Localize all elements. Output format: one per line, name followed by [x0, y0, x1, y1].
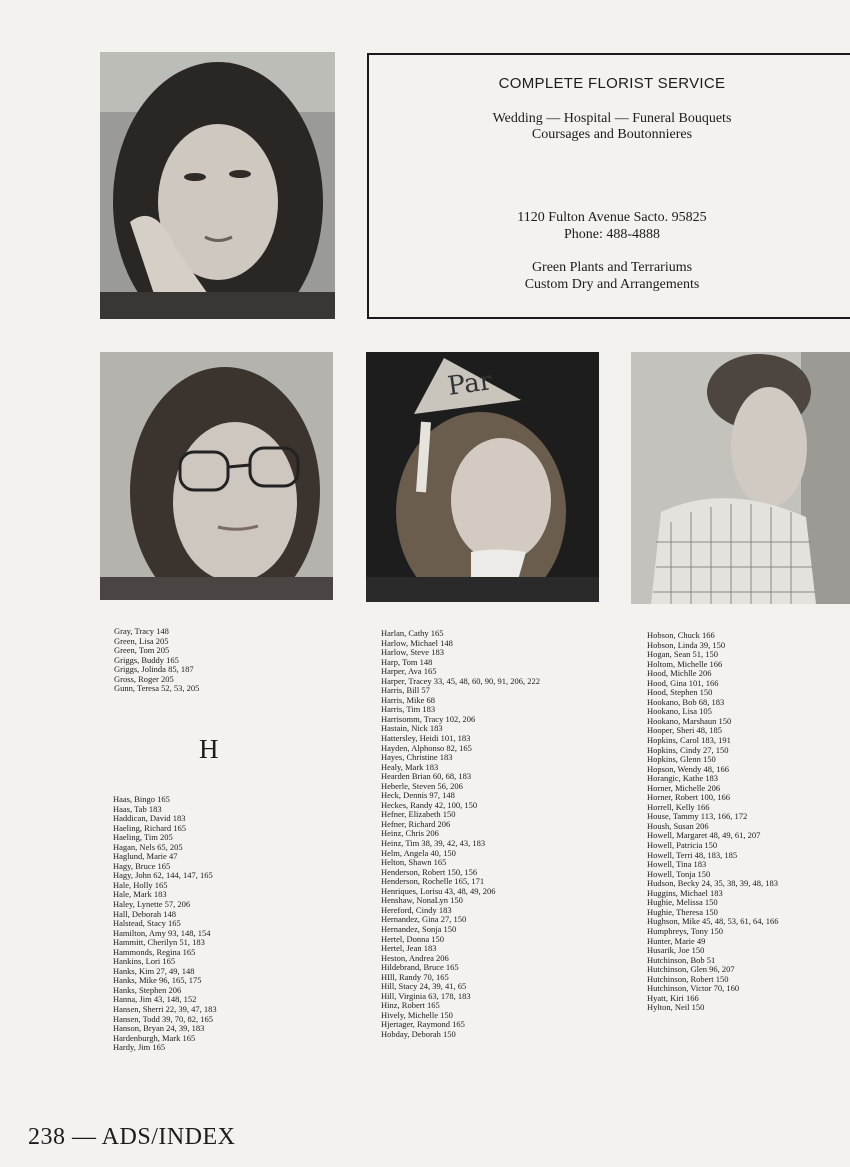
index-entry: Hall, Deborah 148	[113, 908, 177, 919]
index-entry: Hood, Gina 101, 166	[647, 677, 719, 688]
index-column-3	[647, 631, 779, 1013]
index-entry: Horrell, Kelly 166	[647, 801, 710, 812]
index-entry: Harlan, Cathy 165	[381, 628, 444, 638]
index-entry: Hankins, Lori 165	[113, 956, 176, 967]
index-entry: Healy, Mark 183	[381, 761, 439, 772]
index-entry: Henderson, Rochelle 165, 171	[381, 876, 485, 887]
photo-girl-hand-on-chin	[100, 52, 335, 319]
index-entry: Hefner, Richard 206	[381, 818, 451, 829]
index-entry: Harlow, Steve 183	[381, 647, 444, 658]
index-entry: Hale, Holly 165	[113, 879, 168, 890]
index-entry: Hobson, Chuck 166	[647, 630, 715, 640]
index-entry: Hookano, Lisa 105	[647, 706, 712, 717]
index-entry: Hansen, Sherri 22, 39, 47, 183	[113, 1004, 217, 1015]
ad-line-bouquets: Wedding — Hospital — Funeral Bouquets	[492, 111, 732, 126]
index-entry: Horangic, Kathe 183	[647, 773, 719, 784]
index-entry: Haley, Lynette 57, 206	[113, 899, 191, 910]
index-entry: Heston, Andrea 206	[381, 952, 449, 963]
index-entry: Harrisomm, Tracy 102, 206	[381, 713, 476, 724]
index-entry: Henriques, Lorisu 43, 48, 49, 206	[381, 885, 496, 896]
index-entry: Hobday, Deborah 150	[381, 1028, 456, 1039]
index-column-1-g	[114, 627, 199, 694]
index-entry: Hopson, Wendy 48, 166	[647, 763, 730, 774]
index-entry: Hagy, John 62, 144, 147, 165	[113, 870, 213, 881]
index-entry: Hunter, Marie 49	[647, 935, 706, 946]
index-entry: Harris, Tim 183	[381, 704, 436, 715]
index-entry: Hutchinson, Bob 51	[647, 954, 716, 965]
index-entry: Howell, Tonja 150	[647, 868, 711, 879]
index-entry: Hill, Virginia 63, 178, 183	[381, 990, 471, 1001]
index-entry: Hughson, Mike 45, 48, 53, 61, 64, 166	[647, 916, 779, 927]
index-entry: Heckes, Randy 42, 100, 150	[381, 799, 478, 810]
index-entry: Huggins, Michael 183	[647, 887, 723, 898]
index-entry: Hutchinson, Victor 70, 160	[647, 983, 740, 994]
index-entry: Hearden Brian 60, 68, 183	[381, 771, 472, 782]
index-entry: Hively, Michelle 150	[381, 1009, 453, 1020]
index-entry: Harlow, Michael 148	[381, 637, 453, 648]
index-entry: Howell, Tina 183	[647, 859, 707, 870]
index-entry: House, Tammy 113, 166, 172	[647, 811, 748, 822]
index-entry: Haas, Bingo 165	[113, 794, 170, 804]
index-entry: Hammonds, Regina 165	[113, 946, 196, 957]
photo-girl-glasses	[100, 352, 333, 600]
index-entry: Gunn, Teresa 52, 53, 205	[114, 683, 200, 694]
index-entry: Helton, Shawn 165	[381, 857, 447, 868]
ad-line-plants: Green Plants and Terrariums	[531, 260, 693, 275]
index-entry: HIll, Randy 70, 165	[381, 971, 449, 982]
index-entry: Helm, Angela 40, 150	[381, 847, 456, 858]
index-entry: Hardenburgh, Mark 165	[113, 1032, 196, 1043]
index-entry: Hughie, Melissa 150	[647, 897, 718, 908]
index-entry: Hattersley, Heidi 101, 183	[381, 733, 471, 744]
index-entry: Hjertager, Raymond 165	[381, 1019, 465, 1030]
index-entry: Hood, Michlle 206	[647, 668, 712, 679]
index-entry: Hernandez, Gina 27, 150	[381, 914, 467, 925]
index-entry: Hanson, Bryan 24, 39, 183	[113, 1023, 205, 1034]
index-column-2	[381, 629, 540, 1040]
index-entry: Husarik, Joe 150	[647, 945, 705, 956]
index-entry: Hutchinson, Glen 96, 207	[647, 964, 735, 975]
index-entry: Hill, Stacy 24, 39, 41, 65	[381, 981, 467, 992]
index-entry: Hogan, Sean 51, 150	[647, 649, 719, 660]
index-entry: Hanks, Mike 96, 165, 175	[113, 975, 202, 986]
photo-girl-party-hat	[366, 352, 599, 602]
index-entry: Harper, Tracey 33, 45, 48, 60, 90, 91, 206, 222	[381, 675, 541, 686]
index-entry: Hagan, Nels 65, 205	[113, 841, 183, 852]
index-entry: Heck, Dennis 97, 148	[381, 790, 455, 801]
index-entry: Hereford, Cindy 183	[381, 904, 452, 915]
index-entry: Hertel, Jean 183	[381, 943, 437, 954]
index-entry: Hamilton, Amy 93, 148, 154	[113, 927, 211, 938]
index-entry: Hanks, Kim 27, 49, 148	[113, 965, 195, 976]
index-entry: Hookano, Marshaun 150	[647, 715, 732, 726]
index-entry: Heinz, Chris 206	[381, 828, 439, 839]
index-entry: Hooper, Sheri 48, 185	[647, 725, 722, 736]
index-entry: Griggs, Jolinda 85, 187	[114, 664, 194, 675]
page-footer: 238 — ADS/INDEX	[28, 1124, 236, 1150]
index-entry: Hefner, Elizabeth 150	[381, 809, 456, 820]
index-entry: Hyatt, Kiri 166	[647, 992, 699, 1003]
index-entry: Henderson, Robert 150, 156	[381, 866, 478, 877]
photo-boy-plaid-shirt	[631, 352, 850, 604]
index-entry: Hardy, Jim 165	[113, 1042, 166, 1053]
index-entry: Hylton, Neil 150	[647, 1002, 705, 1013]
florist-ad	[367, 53, 850, 319]
index-entry: Hernandez, Sonja 150	[381, 923, 457, 934]
index-entry: Hertel, Donna 150	[381, 933, 445, 944]
index-entry: Griggs, Buddy 165	[114, 654, 179, 665]
index-entry: Horner, Michelle 206	[647, 782, 721, 793]
index-entry: Howell, Margaret 48, 49, 61, 207	[647, 830, 761, 841]
index-entry: Harper, Ava 165	[381, 666, 437, 677]
index-entry: Humphreys, Tony 150	[647, 925, 723, 936]
ad-line-arrangements: Custom Dry and Arrangements	[524, 277, 700, 292]
index-entry: Halstead, Stacy 165	[113, 918, 181, 929]
index-entry: Hopkins, Glenn 150	[647, 754, 716, 765]
index-entry: Green, Tom 205	[114, 645, 170, 656]
index-entry: Haglund, Marie 47	[113, 851, 178, 862]
index-entry: Harris, Mike 68	[381, 694, 436, 705]
index-entry: Hagy, Bruce 165	[113, 860, 171, 871]
index-entry: Holtom, Michelle 166	[647, 658, 723, 669]
index-entry: Hildebrand, Bruce 165	[381, 962, 459, 973]
index-entry: Hobson, Linda 39, 150	[647, 639, 726, 650]
index-entry: Gross, Roger 205	[114, 673, 174, 684]
index-entry: Hanna, Jim 43, 148, 152	[113, 994, 197, 1005]
index-entry: Haddican, David 183	[113, 813, 186, 824]
index-entry: Haas, Tab 183	[113, 803, 162, 814]
index-entry: Hammitt, Cherilyn 51, 183	[113, 937, 205, 948]
index-entry: Hopkins, Cindy 27, 150	[647, 744, 729, 755]
index-entry: Gray, Tracy 148	[114, 626, 169, 636]
index-entry: Green, Lisa 205	[114, 635, 169, 646]
ad-address: 1120 Fulton Avenue Sacto. 95825	[517, 210, 707, 225]
index-entry: Haeling, Tim 205	[113, 832, 173, 843]
index-entry: Horner, Robert 100, 166	[647, 792, 730, 803]
ad-phone: Phone: 488-4888	[563, 227, 661, 242]
index-entry: Hudson, Becky 24, 35, 38, 39, 48, 183	[647, 878, 779, 889]
index-entry: Hughie, Theresa 150	[647, 906, 718, 917]
index-entry: Hayes, Christine 183	[381, 752, 453, 763]
index-entry: Hastain, Nick 183	[381, 723, 443, 734]
index-column-1-h	[113, 795, 217, 1053]
ad-title: COMPLETE FLORIST SERVICE	[498, 75, 726, 92]
index-entry: Hookano, Bob 68, 183	[647, 696, 725, 707]
index-entry: Hinz, Robert 165	[381, 1000, 440, 1011]
index-entry: Howell, Terri 48, 183, 185	[647, 849, 738, 860]
index-entry: Hopkins, Carol 183, 191	[647, 735, 731, 746]
index-entry: Hood, Stephen 150	[647, 687, 713, 698]
section-letter-h: H	[199, 734, 219, 764]
ad-line-coursages: Coursages and Boutonnieres	[531, 127, 693, 142]
index-entry: Hansen, Todd 39, 70, 82, 165	[113, 1013, 214, 1024]
index-entry: Harp, Tom 148	[381, 656, 433, 667]
hat-text: Par	[445, 366, 494, 402]
index-entry: Howell, Patricia 150	[647, 840, 718, 851]
index-entry: Housh, Susan 206	[647, 820, 709, 831]
index-entry: Heberle, Steven 56, 206	[381, 780, 463, 791]
index-entry: Hutchinson, Robert 150	[647, 973, 729, 984]
index-entry: Henshaw, NonaLyn 150	[381, 895, 463, 906]
index-entry: Hayden, Alphonso 82, 165	[381, 742, 472, 753]
index-entry: Hale, Mark 183	[113, 889, 167, 900]
index-entry: Haeling, Richard 165	[113, 822, 186, 833]
index-entry: Heinz, Tim 38, 39, 42, 43, 183	[381, 838, 486, 849]
index-entry: Harris, Bill 57	[381, 685, 430, 696]
index-entry: Hanks, Stephen 206	[113, 984, 182, 995]
